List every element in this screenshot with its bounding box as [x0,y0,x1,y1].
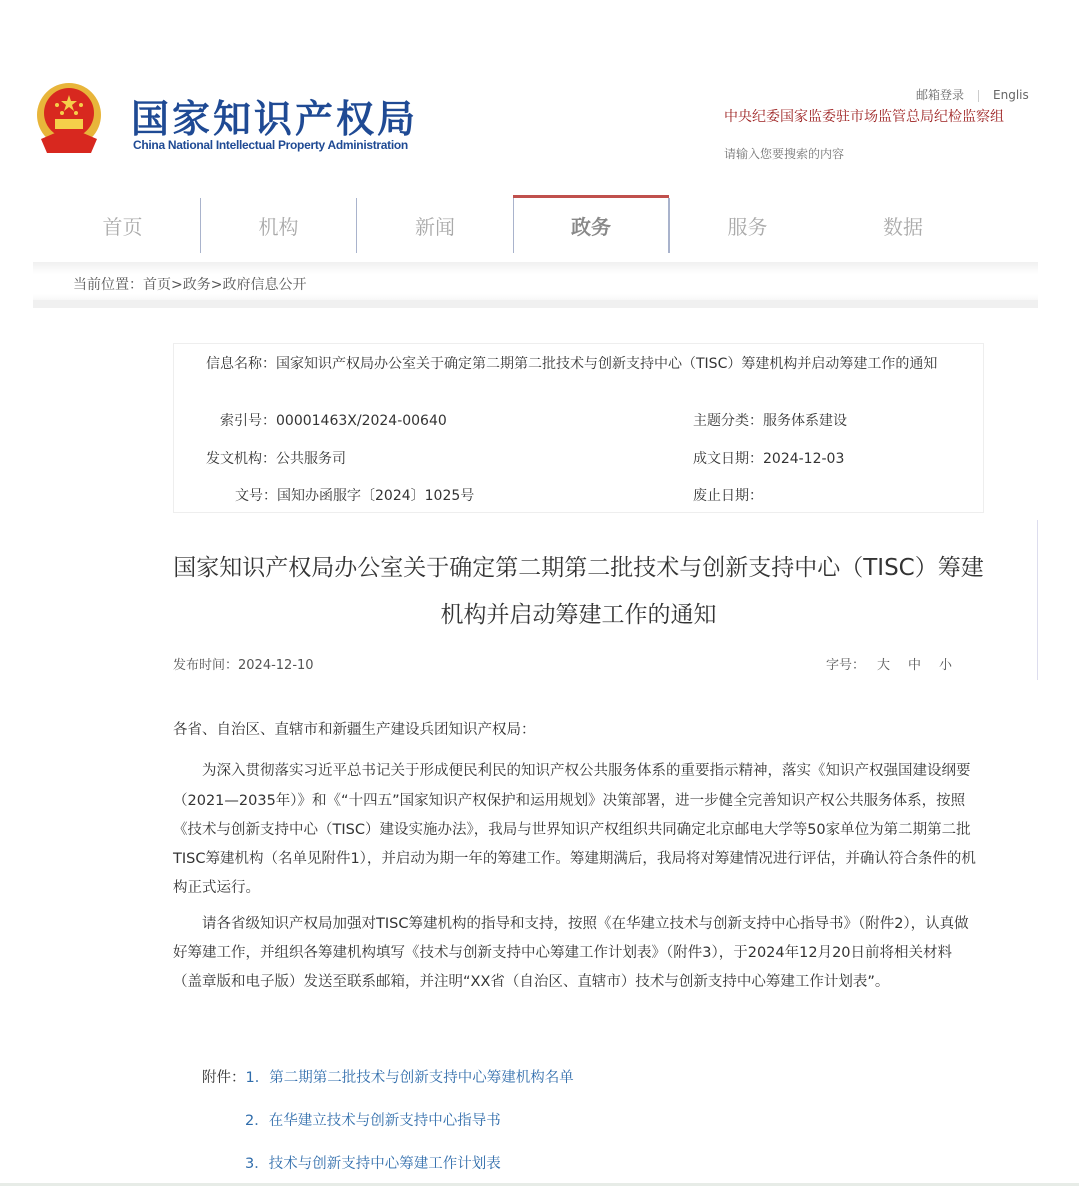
breadcrumb-text[interactable]: 当前位置：首页>政务>政府信息公开 [73,277,307,293]
font-size-medium[interactable]: 中 [908,658,922,673]
value: 公共服务司 [276,451,346,467]
info-table [173,343,984,513]
font-size-switcher [826,654,952,673]
attachment-item [245,1152,501,1173]
font-size-label: 字号： [826,658,866,673]
attachment-list [202,1066,574,1087]
divider [33,300,1038,308]
side-panel-edge [993,520,1038,680]
attachment-link[interactable]: 3．技术与创新支持中心筹建工作计划表 [245,1156,501,1172]
paragraph: 为深入贯彻落实习近平总书记关于形成便民利民的知识产权公共服务体系的重要指示精神，落实《知识产权强国建设纲要（2021—2035年）》和《“十四五”国家知识产权保护和运用规划》决策部署，进一步健全完善知识产权公共服务体系，按照《技术与创新支持中心（TISC）建设实施办法》，我局与世界知识产权组织共同确定北京邮电大学等50家单位为第二期第二批TISC筹建机构（名单见附件1），并启动为期一年的筹建工作。筹建期满后，我局将对筹建情况进行评估，并确认符合条件的机构正式运行。 [173,763,976,897]
attachment-link[interactable]: 1．第二期第二批技术与创新支持中心筹建机构名单 [245,1070,574,1086]
paragraph: 请各省级知识产权局加强对TISC筹建机构的指导和支持，按照《在华建立技术与创新支持中心指导书》（附件2），认真做好筹建工作，并组织各筹建机构填写《技术与创新支持中心筹建工作计划表》（附件3），于2024年12月20日前将相关材料（盖章版和电子版）发送至联系邮箱，并注明“XX省（自治区、直辖市）技术与创新支持中心筹建工作计划表”。 [173,915,969,991]
salutation: 各省、自治区、直辖市和新疆生产建设兵团知识产权局： [173,722,536,738]
article-body [173,716,981,1004]
nav-item-affairs[interactable]: 政务 [513,198,669,253]
label: 主题分类： [693,413,763,429]
main-nav [45,198,981,253]
site-logo-subtitle: China National Intellectual Property Administration [133,138,408,152]
nav-item-home[interactable]: 首页 [45,198,201,253]
font-size-small[interactable]: 小 [939,658,953,673]
value: 00001463X/2024-00640 [276,413,447,429]
nav-item-service[interactable]: 服务 [669,198,825,253]
info-name [206,354,966,374]
label: 信息名称： [206,356,276,372]
nav-item-org[interactable]: 机构 [201,198,357,253]
info-date [693,448,844,468]
site-logo-title[interactable]: 国家知识产权局 [131,97,419,141]
publish-time: 发布时间：2024-12-10 [173,658,314,673]
article-title: 国家知识产权局办公室关于确定第二期第二批技术与创新支持中心（TISC）筹建机构并启动筹建工作的通知 [173,555,984,628]
label: 成文日期： [693,451,763,467]
label: 发文机构： [206,451,276,467]
value: 国家知识产权局办公室关于确定第二期第二批技术与创新支持中心（TISC）筹建机构并启动筹建工作的通知 [276,356,938,372]
info-index [220,410,447,430]
info-docno [235,485,474,505]
value: 2024-12-03 [763,451,845,467]
value: 国知办函服字〔2024〕1025号 [277,488,475,504]
nav-item-news[interactable]: 新闻 [415,215,455,239]
attachment-link[interactable]: 2．在华建立技术与创新支持中心指导书 [245,1113,501,1129]
english-link[interactable]: Englis [993,88,1029,102]
top-links [916,86,1029,103]
national-emblem-logo [35,83,103,155]
label: 索引号： [220,413,276,429]
attachment-label: 附件： [202,1070,246,1086]
font-size-large[interactable]: 大 [877,658,891,673]
nav-item-data[interactable]: 数据 [883,215,923,239]
info-expire [693,485,763,505]
info-org [206,448,346,468]
supervision-link[interactable]: 中央纪委国家监委驻市场监管总局纪检监察组 [724,109,1004,125]
divider [978,90,979,102]
search-input[interactable] [724,147,974,161]
attachment-item [245,1109,501,1130]
mail-login-link[interactable]: 邮箱登录 [916,88,965,102]
label: 废止日期： [693,488,763,504]
info-topic [693,410,847,430]
label: 文号： [235,488,277,504]
value: 服务体系建设 [763,413,847,429]
